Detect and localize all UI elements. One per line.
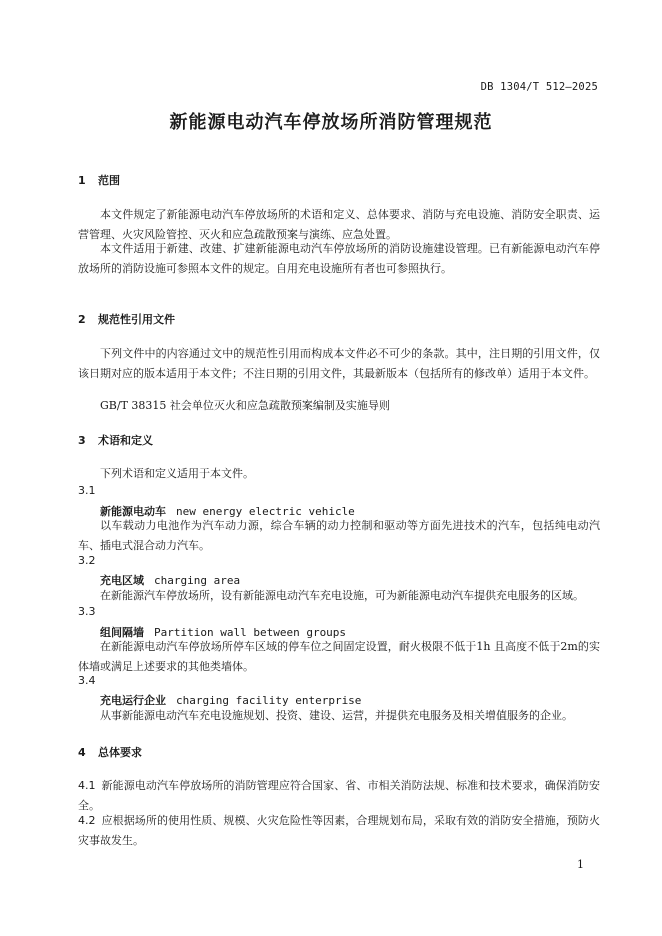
section-3-intro: 下列术语和定义适用于本文件。 — [100, 467, 254, 480]
term-number: 3.4 — [78, 674, 96, 687]
section-1-paragraph-2: 本文件适用于新建、改建、扩建新能源电动汽车停放场所的消防设施建设管理。已有新能源电动汽车停放场所的消防设施可参照本文件的规定。自用充电设施所有者也可参照执行。 — [78, 242, 600, 275]
term-definition: 从事新能源电动汽车充电设施规划、投资、建设、运营，并提供充电服务及相关增值服务的企业。 — [100, 709, 573, 722]
section-number: 3 — [78, 434, 86, 447]
term-number: 3.1 — [78, 484, 96, 497]
clause-4-2 — [78, 811, 600, 851]
term-name-en: charging area — [154, 574, 241, 587]
term-definition: 在新能源电动汽车停放场所停车区域的停车位之间固定设置，耐火极限不低于1h 且高度不低于2m的实体墙或满足上述要求的其他类墙体。 — [78, 640, 600, 673]
term-number: 3.2 — [78, 554, 96, 567]
section-title: 总体要求 — [98, 746, 142, 759]
term-name-cn: 新能源电动车 — [100, 505, 166, 518]
term-name-en: new energy electric vehicle — [176, 505, 355, 518]
term-definition: 在新能源汽车停放场所，设有新能源电动汽车充电设施，可为新能源电动汽车提供充电服务的区域。 — [100, 589, 584, 602]
clause-number: 4.1 — [78, 779, 96, 792]
section-number: 1 — [78, 174, 86, 187]
section-4-heading — [78, 744, 142, 760]
clause-number: 4.2 — [78, 814, 96, 827]
clause-text: 新能源电动汽车停放场所的消防管理应符合国家、省、市相关消防法规、标准和技术要求，确保消防安全。 — [78, 779, 600, 812]
section-2-paragraph-1: 下列文件中的内容通过文中的规范性引用而构成本文件必不可少的条款。其中，注日期的引用文件，仅该日期对应的版本适用于本文件；不注日期的引用文件，其最新版本（包括所有的修改单）适用于本文件。 — [78, 347, 600, 380]
clause-4-1 — [78, 776, 600, 816]
section-1-paragraph-1: 本文件规定了新能源电动汽车停放场所的术语和定义、总体要求、消防与充电设施、消防安全职责、运营管理、火灾风险管控、灭火和应急疏散预案与演练、应急处置。 — [78, 208, 600, 241]
section-title: 规范性引用文件 — [98, 313, 175, 326]
page-number: 1 — [577, 858, 584, 871]
clause-text: 应根据场所的使用性质、规模、火灾危险性等因素，合理规划布局，采取有效的消防安全措施，预防火灾事故发生。 — [78, 814, 600, 847]
term-name-en: Partition wall between groups — [154, 626, 347, 639]
term-definition: 以车载动力电池作为汽车动力源，综合车辆的动力控制和驱动等方面先进技术的汽车，包括纯电动汽车、插电式混合动力汽车。 — [78, 519, 600, 552]
term-name-cn: 组间隔墙 — [100, 626, 144, 639]
term-name-cn: 充电区域 — [100, 574, 144, 587]
section-3-heading — [78, 432, 153, 448]
document-title: 新能源电动汽车停放场所消防管理规范 — [169, 112, 493, 133]
section-2-heading — [78, 311, 175, 327]
term-name-en: charging facility enterprise — [176, 694, 362, 707]
standard-code: DB 1304/T 512—2025 — [480, 81, 598, 93]
section-number: 2 — [78, 313, 86, 326]
section-title: 术语和定义 — [98, 434, 153, 447]
normative-reference: GB/T 38315 社会单位灭火和应急疏散预案编制及实施导则 — [100, 399, 390, 412]
term-name-cn: 充电运行企业 — [100, 694, 166, 707]
term-number: 3.3 — [78, 605, 96, 618]
section-1-heading — [78, 172, 120, 188]
section-title: 范围 — [98, 174, 120, 187]
section-number: 4 — [78, 746, 86, 759]
